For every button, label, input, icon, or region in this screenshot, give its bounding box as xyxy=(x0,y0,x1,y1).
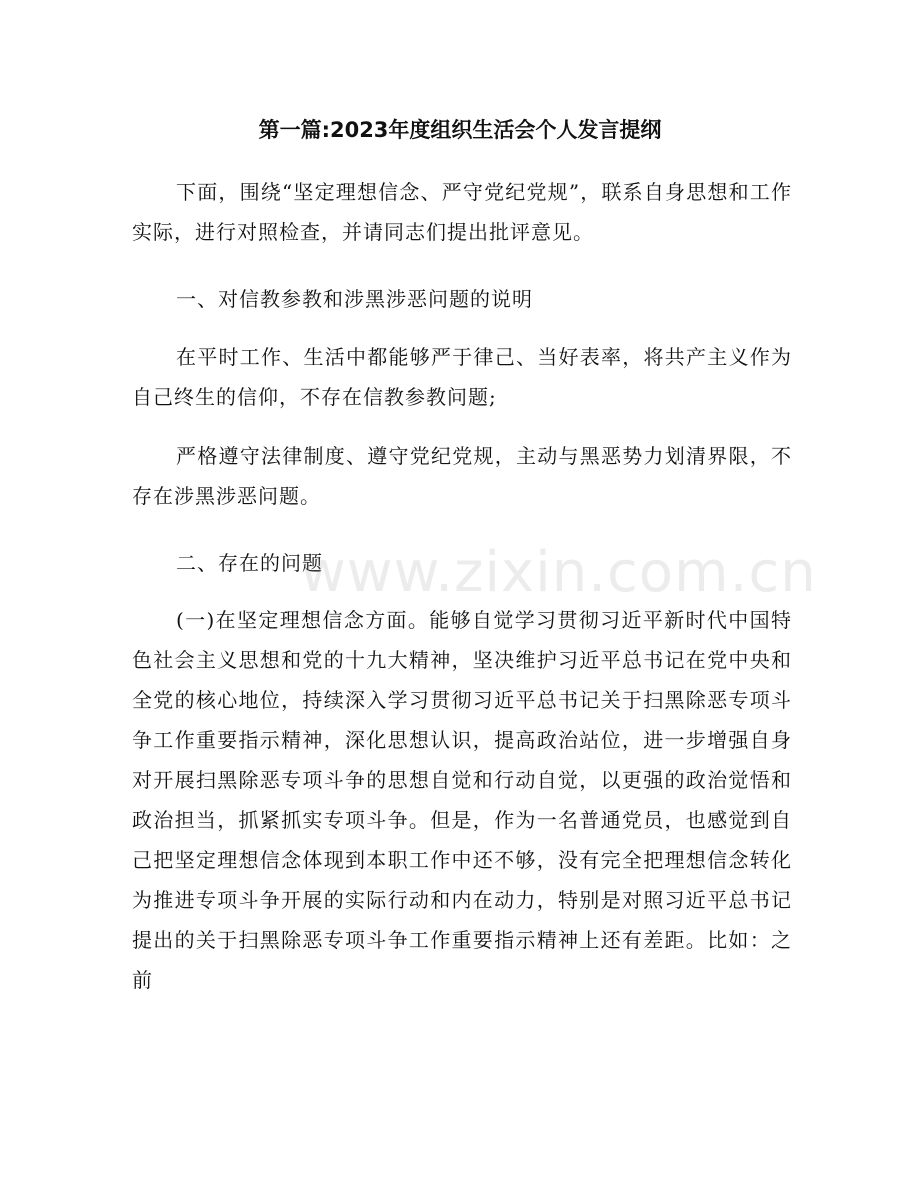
paragraph-intro: 下面，围绕“坚定理想信念、严守党纪党规”，联系自身思想和工作实际，进行对照检查，并请同志们提出批评意见。 xyxy=(132,180,792,244)
document-title: 第一篇:2023年度组织生活会个人发言提纲 xyxy=(258,118,662,142)
paragraph-gangs: 严格遵守法律制度、遵守党纪党规，主动与黑恶势力划清界限，不存在涉黑涉恶问题。 xyxy=(132,444,792,508)
paragraph-problems-1: (一)在坚定理想信念方面。能够自觉学习贯彻习近平新时代中国特色社会主义思想和党的十九大精神，坚决维护习近平总书记在党中央和全党的核心地位，持续深入学习贯彻习近平总书记关于扫黑除恶专项斗争工作重要指示精神，深化思想认识，提高政治站位，进一步增强自身对开展扫黑除恶专项斗争的思想自觉和行动自觉，以更强的政治觉悟和政治担当，抓紧抓实专项斗争。但是，作为一名普通党员，也感觉到自己把坚定理想信念体现到本职工作中还不够，没有完全把理想信念转化为推进专项斗争开展的实际行动和内在动力，特别是对照习近平总书记提出的关于扫黑除恶专项斗争工作重要指示精神上还有差距。比如：之前 xyxy=(132,608,792,992)
section-heading-1: 一、对信教参教和涉黑涉恶问题的说明 xyxy=(176,287,533,311)
section-heading-2: 二、存在的问题 xyxy=(176,551,323,575)
watermark: www.zixin.com.cn xyxy=(300,540,817,605)
paragraph-religion: 在平时工作、生活中都能够严于律己、当好表率，将共产主义作为自己终生的信仰，不存在信教参教问题; xyxy=(132,345,792,409)
